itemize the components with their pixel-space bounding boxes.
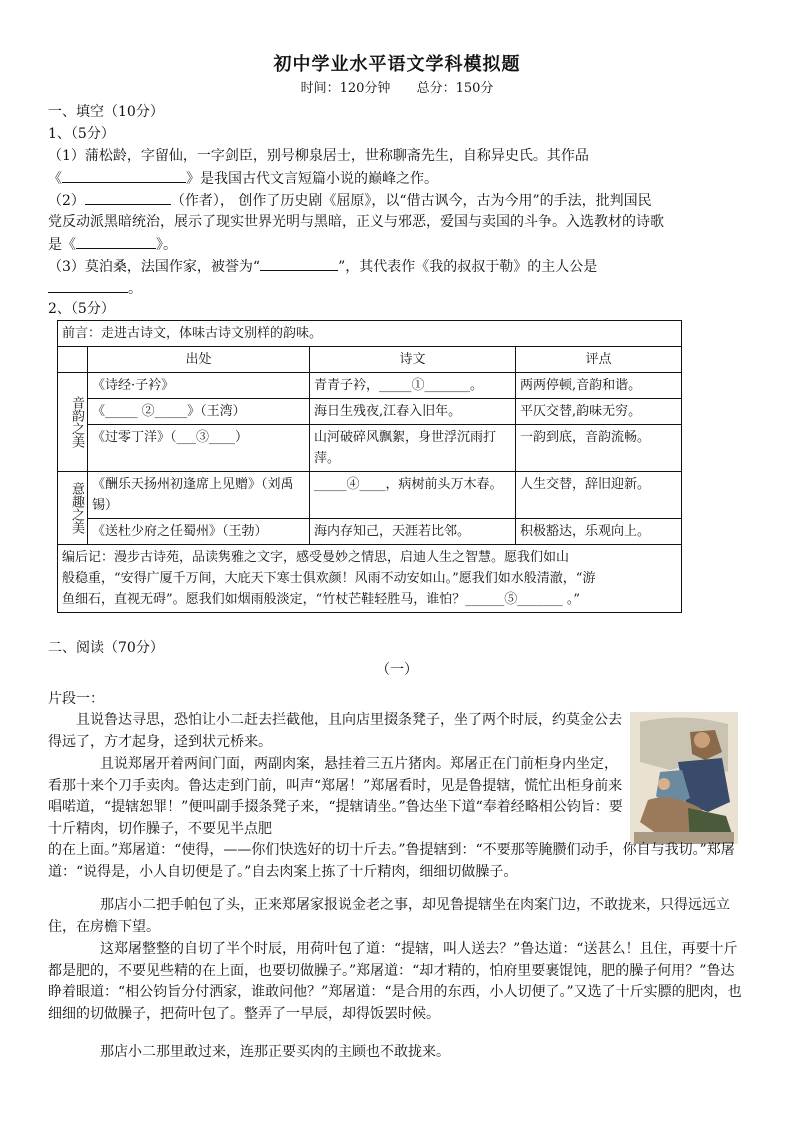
- row-comment: 平仄交替,韵味无穷。: [516, 399, 682, 425]
- passage-paragraph-1: [48, 710, 630, 753]
- table-row: [58, 519, 682, 545]
- passage-paragraph-3: [48, 895, 748, 938]
- answer-blank[interactable]: [62, 167, 186, 183]
- paragraph-text: 那店小二那里敢过来，连那正要买肉的主顾也不敢拢来。: [100, 1044, 450, 1060]
- q1-label: 1、（5分）: [48, 126, 115, 142]
- paragraph-text: 这郑屠整整的自切了半个时辰，用荷叶包了道：“提辖，叫人送去？”鲁达道：“送甚么！且住，再要十斤都是肥的，不要见些精的在上面，也要切做臊子。”郑屠道：“却才精的，怕府里要裹馄饨，肥的臊子何用？”鲁达睁着眼道：“相公钧旨分付洒家，谁敢问他？”郑屠道：“是合用的东西，小人切便了。”又选了十斤实膘的肥肉，也细细的切做臊子，把荷叶包了。整弄了一早辰，却得饭罢时候。: [48, 941, 742, 1022]
- q1-part3-line2: [48, 277, 748, 300]
- exam-total-score: 总分：150分: [416, 81, 494, 96]
- q1-part1-line1: （1）蒲松龄，字留仙，一字剑臣，别号柳泉居士，世称聊斋先生，自称异史氏。其作品: [48, 148, 589, 164]
- row-poem[interactable]: 青青子衿，_____①_______。: [310, 373, 516, 399]
- q1-part2-pre2: 是《: [48, 237, 76, 253]
- q1-part3-pre: （3）莫泊桑，法国作家，被誉为“: [48, 259, 261, 275]
- q1-part3-post2: 。: [128, 281, 142, 297]
- row-comment: 积极豁达，乐观向上。: [516, 519, 682, 545]
- exam-time: 时间：120分钟: [300, 81, 391, 96]
- row-comment: 人生交替，辞旧迎新。: [516, 472, 682, 519]
- answer-blank[interactable]: [76, 233, 156, 249]
- group-label-rhyme: 音韵之美: [58, 373, 88, 472]
- paragraph-text: 那店小二把手帕包了头，正来郑屠家报说金老之事，却见鲁提辖坐在肉案门边，不敢拢来，只得远远立住，在房檐下望。: [48, 897, 730, 935]
- row-comment: 两两停顿,音韵和谐。: [516, 373, 682, 399]
- col-header-poem: 诗文: [310, 347, 516, 373]
- poetry-table: [57, 320, 682, 613]
- row-source: 《酬乐天扬州初逢席上见赠》（刘禹锡）: [88, 472, 310, 519]
- passage-paragraph-2b: [48, 840, 748, 883]
- water-margin-illustration-icon: [630, 712, 738, 844]
- section2-heading: 二、阅读（70分）: [48, 640, 164, 656]
- q1-part2-post2: 》。: [156, 237, 177, 253]
- table-row: [58, 472, 682, 519]
- answer-blank[interactable]: [85, 189, 171, 205]
- q1-part3-line1: [48, 255, 748, 278]
- page-title: 初中学业水平语文学科模拟题: [273, 54, 521, 75]
- table-afterword[interactable]: [58, 545, 682, 613]
- row-source[interactable]: 《_____ ②_____》（王湾）: [88, 399, 310, 425]
- q1-part2-post: （作者）， 创作了历史剧《屈原》，以“借古讽今，古为今用”的手法，批判国民: [170, 193, 652, 209]
- table-row: [58, 425, 682, 472]
- exam-info: [0, 77, 794, 96]
- answer-blank[interactable]: [48, 277, 128, 293]
- group-label-interest: 意趣之美: [58, 472, 88, 545]
- afterword-line2: 般稳重，“安得广厦千万间，大庇天下寒士俱欢颜！风雨不动安如山。”愿我们如水般清澈，“游: [62, 571, 596, 586]
- table-row: [58, 399, 682, 425]
- row-source: 《送杜少府之任蜀州》（王勃）: [88, 519, 310, 545]
- table-preface: 前言：走进古诗文，体味古诗文别样的韵味。: [58, 321, 682, 347]
- q1-part1-pre: 《: [48, 171, 62, 187]
- table-corner: [58, 347, 88, 373]
- paragraph-text: 的在上面。”郑屠道：“使得，——你们快选好的切十斤去。”鲁提辖到：“不要那等腌臜们动手，你自与我切。”郑屠道：“说得是，小人自切便是了。”自去肉案上拣了十斤精肉，细细切做臊子。: [48, 842, 735, 880]
- q1-part2-line3: [48, 233, 748, 256]
- row-poem: 海内存知己，天涯若比邻。: [310, 519, 516, 545]
- q1-part2-pre: （2）: [48, 193, 85, 209]
- afterword-line3: 鱼细石，直视无碍”。愿我们如烟雨般淡定，“竹杖芒鞋轻胜马，谁怕？______⑤_______ 。”: [62, 592, 581, 607]
- table-row: [58, 373, 682, 399]
- passage-paragraph-4: [48, 939, 748, 1025]
- answer-blank[interactable]: [260, 255, 338, 271]
- afterword-line1: 编后记：漫步古诗苑，品读隽雅之文字，感受曼妙之情思，启迪人生之智慧。愿我们如山: [62, 550, 570, 565]
- passage-paragraph-2a: [48, 754, 630, 840]
- q1-part3-post: ”，其代表作《我的叔叔于勒》的主人公是: [338, 259, 598, 275]
- q1-part2-line1: [48, 189, 748, 212]
- paragraph-text: 且说鲁达寻思，恐怕让小二赶去拦截他，且向店里掇条凳子，坐了两个时辰，约莫金公去得远了，方才起身，迳到状元桥来。: [48, 712, 622, 750]
- row-poem: 海日生残夜,江春入旧年。: [310, 399, 516, 425]
- row-poem: 山河破碎风飘絮，身世浮沉雨打萍。: [310, 425, 516, 472]
- row-poem[interactable]: _____④____，病树前头万木春。: [310, 472, 516, 519]
- section1-heading: 一、填空（10分）: [48, 104, 164, 120]
- fragment-label: 片段一：: [48, 691, 104, 707]
- reading-part-label: （一）: [376, 662, 418, 678]
- row-source: 《诗经·子衿》: [88, 373, 310, 399]
- col-header-comment: 评点: [516, 347, 682, 373]
- q1-part1-line2: [48, 167, 748, 190]
- row-comment: 一韵到底，音韵流畅。: [516, 425, 682, 472]
- paragraph-text: 且说郑屠开着两间门面，两副肉案，悬挂着三五片猪肉。郑屠正在门前柜身内坐定，看那十来个刀手卖肉。鲁达走到门前，叫声“郑屠！”郑屠看时，见是鲁提辖，慌忙出柜身前来唱喏道，“提辖恕罪！”便叫副手掇条凳子来，“提辖请坐。”鲁达坐下道“奉着经略相公钧旨：要十斤精肉，切作臊子，不要见半点肥: [48, 756, 623, 837]
- col-header-source: 出处: [88, 347, 310, 373]
- row-source[interactable]: 《过零丁洋》（___③____）: [88, 425, 310, 472]
- passage-paragraph-5: [48, 1042, 748, 1064]
- q1-part1-post: 》是我国古代文言短篇小说的巅峰之作。: [186, 171, 438, 187]
- q2-label: 2、（5分）: [48, 301, 115, 317]
- q1-part2-line2: 党反动派黑暗统治，展示了现实世界光明与黑暗，正义与邪恶，爱国与卖国的斗争。入选教材的诗歌: [48, 214, 664, 230]
